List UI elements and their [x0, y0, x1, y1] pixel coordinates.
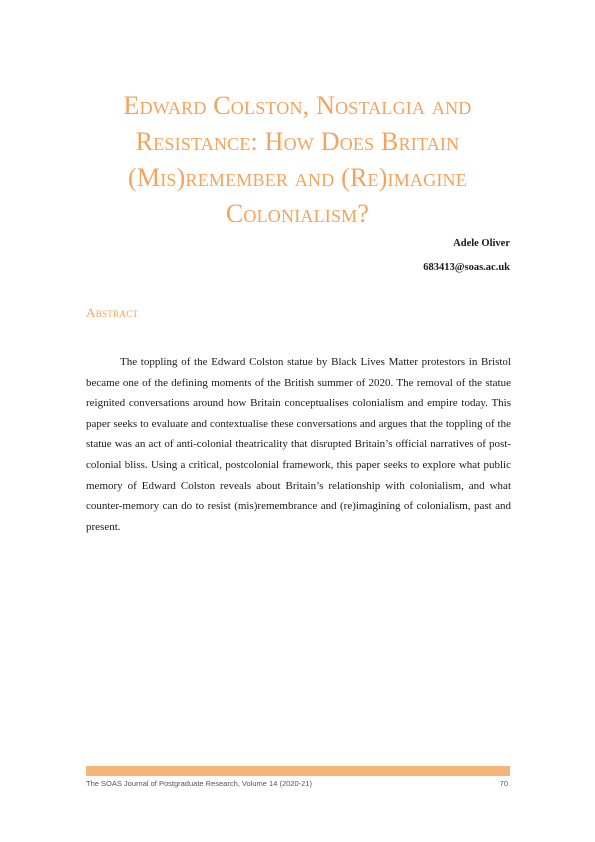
title-line-2: Resistance: How Does Britain	[135, 127, 460, 156]
author-block	[423, 232, 510, 280]
abstract-body: The toppling of the Edward Colston statue by Black Lives Matter protestors in Bristol became one of the defining moments of the British summer of 2020. The removal of the statue reignited conversations around how Britain conceptualises colonialism and empire today. This paper seeks to evaluate and contextualise these conversations and argues that the toppling of the statue was an act of anti-colonial theatricality that disrupted Britain’s official narratives of post-colonial bliss. Using a critical, postcolonial framework, this paper seeks to explore what public memory of Edward Colston reveals about Britain’s relationship with colonialism, and what counter-memory can do to resist (mis)remembrance and (re)imagining of colonialism, past and present.	[86, 356, 511, 533]
title-line-1: Edward Colston, Nostalgia and	[123, 91, 472, 120]
abstract-heading: Abstract	[86, 305, 139, 320]
page-number: 70	[499, 779, 508, 788]
footer-journal-citation: The SOAS Journal of Postgraduate Research, Volume 14 (2020-21)	[86, 779, 312, 788]
footer-bar	[86, 766, 510, 776]
title-line-4: Colonialism?	[225, 199, 370, 228]
author-email: 683413@soas.ac.uk	[423, 262, 510, 273]
title-line-3: (Mis)remember and (Re)imagine	[128, 163, 467, 192]
author-name: Adele Oliver	[453, 238, 510, 249]
paper-title	[70, 88, 525, 232]
